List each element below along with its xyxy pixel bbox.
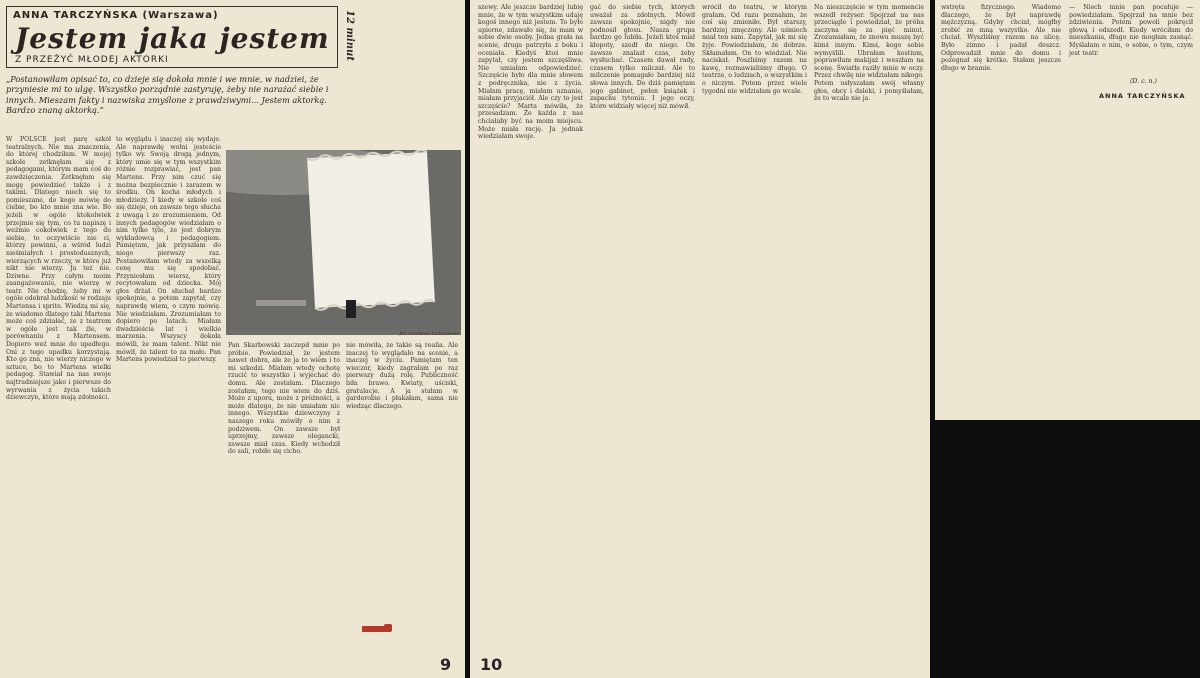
continued-note: (D. c. n.) (1130, 78, 1157, 85)
text-column (116, 136, 221, 666)
article-lead: „Postanowiłam opisać to, co dzieje się dokoła mnie i we mnie, w nadziei, że przyniesie mi to ulgę. Wszystko porządnie zastyruję, żeby nie narażać siebie i innych. Mieszam fakty i nazwiska zmyślone z prawdziwymi... Jestem aktorką. Bardzo znaną aktorką.” (6, 74, 329, 116)
photo (226, 150, 461, 335)
column-text: wstręta fizycznego. Wiadomo dlaczego, że był naprawdę mężczyzną. Gdyby chciał, mógłby zrobić ze mną wszystko. Ale nie chciał. Wyszliśmy razem na ulicę. Było zimno i padał deszcz. Odprowadził mnie do domu i pożegnał się krótko. Stałam jeszcze długo w bramie. (941, 4, 1061, 72)
text-column (590, 4, 695, 664)
pointing-hand-icon (360, 620, 396, 634)
article-header (6, 6, 338, 68)
napkin-photo-svg (226, 150, 461, 330)
column-text: Pan Skarbowski zaczepił mnie po próbie. Powiedział, że jestem nawet dobra, ale że ja to wiem i to mi szkodzi. Miałam wtedy ochotę rzucić to wszystko i wyjechać do domu. Ale zostałam. Dlaczego zostałam, tego nie wiem do dziś. Może z uporu, może z próżności, a może dlatego, że nie umiałam nic innego. Wszystkie dziewczyny z naszego roku mówiły o nim z podziwem. On zawsze był uprzejmy, zawsze elegancki, zawsze miał czas. Kiedy wchodził do sali, robiło się cicho. (228, 342, 340, 456)
column-text: gać do siebie tych, których uważał za zdolnych. Mówił zawsze spokojnie, nigdy nie podnosił głosu. Nasza grupa bardzo go lubiła. Jeżeli ktoś miał kłopoty, szedł do niego. On zawsze znalazł czas, żeby wysłuchać. Czasem dawał rady, czasem tylko milczał. Ale to milczenie pomagało bardziej niż słowa innych. Do dziś pamiętam jego gabinet, pełen książek i zapachu tytoniu. I jego oczy, które widziały więcej niż mówił. (590, 4, 695, 110)
article-title: Jestem jaka jestem (15, 22, 330, 55)
photo-credit: fot. czerwone Lobanowski (399, 332, 459, 337)
text-column (814, 4, 924, 664)
article-subtitle: Z PRZEŻYĆ MŁODEJ AKTORKI (15, 55, 169, 65)
author-signoff: ANNA TARCZYŃSKA (1099, 92, 1186, 100)
page-number-middle: 10 (480, 655, 503, 674)
column-text: Na nieszczęście w tym momencie wszedł reżyser. Spojrzał na nas przeciągle i powiedział, że próba zaczyna się za pięć minut. Zrozumiałam, że znowu muszę być kimś innym. Kimś, kogo sobie wymyślili. Ubrałam kostium, poprawiłam makijaż i weszłam na scenę. Światła raziły mnie w oczy. Przez chwilę nie widziałam nikogo. Potem usłyszałam swój własny głos, obcy i daleki, i pomyślałam, że to wcale nie ja. (814, 4, 924, 103)
author-byline: ANNA TARCZYŃSKA (Warszawa) (13, 10, 219, 21)
column-text: — Niech mnie pan pocałuje — powiedziałam. Spojrzał na mnie bez zdziwienia. Potem powoli pokręcił głową i odszedł. Kiedy wróciłam do mieszkania, długo nie mogłam zasnąć. Myślałam o nim, o sobie, o tym, czym jest teatr. (1069, 4, 1193, 57)
text-column (346, 342, 458, 612)
column-text: nie mówiła, że takie są realia. Ale inaczej to wyglądało na scenie, a inaczej w życiu. Pamiętam ten wieczór, kiedy zagrałam po raz pierwszy dużą rolę. Publiczność biła brawo. Kwiaty, uściski, gratulacje. A ja stałam w garderobie i płakałam, sama nie wiedząc dlaczego. (346, 342, 458, 410)
column-text: wrócił do teatru, w którym grałam. Od razu poznałam, że coś się zmieniło. Był starszy, bardziej zmęczony. Ale uśmiech miał ten sam. Zapytał, jak mi się żyje. Powiedziałam, że dobrze. Skłamałam. On to wiedział. Nie naciskał. Poszliśmy razem na kawę, rozmawialiśmy długo. O teatrze, o ludziach, o wszystkim i o niczym. Potem przez wiele tygodni nie widziałam go wcale. (702, 4, 807, 95)
text-column (941, 4, 1061, 104)
text-column (6, 136, 111, 666)
column-text: szewy. Ale jeszcze bardziej lubię mnie, że w tym wszystkim udaję kogoś innego niż jestem. To było upiorne, zdawało się, że mam w sobie dwie osoby. Jedna grała na scenie, druga patrzyła z boku i oceniała. Kiedyś ktoś mnie zapytał, czy jestem szczęśliwa. Nie umiałam odpowiedzieć. Szczęście było dla mnie słowem z podręcznika, nie z życia. Miałam pracę, miałam uznanie, miałam przyjaciół. Ale czy to jest szczęście? Marta mówiła, że przesadzam. Że każda z nas chciałaby być na moim miejscu. Może miała rację. Ja jednak wiedziałam swoje. (478, 4, 583, 141)
text-column (228, 342, 340, 667)
text-column (702, 4, 807, 664)
side-tag-text: 12 minut (344, 10, 355, 61)
column-text: W POLSCE jest parę szkół teatralnych. Nie ma znaczenia, do której chodziłam. W mojej szkole zetknęłam się z pedagogami, którym mam coś do zawdzięczenia. Zetknęłam się mogę powiedzieć także i z takimi. Dlatego niech się to pomieszane, do kogo mówię do ciebie, bo kto mnie zna wie. Bo jeżeli w ogóle ktokolwiek przejmie się tym, co tu napiszę i weźmie cokolwiek z tego do siebie, to oczywiście nie ci, którzy powinni, a wśród ludzi nieśmiałych i prostodusznych, wierzących w rzeczy, w które już nikt nie wierzy. Ja też nie. Dziwne. Przy całym moim zaangażowaniu, nie wierzę w teatr. Nie chodzę, żeby mi w ogóle odebrał ludzkość w rodzaju Martensa i sprite. Wiedzą mi się, że wiadomo dlatego taki Martens może coś zdziałać, ze z teatrem w ogóle jest tak źle, w porównaniu z Martensem. Dopiero weź mnie do upadłego. Oni z tego upadku korzystają. Kto go zna, nie wierzy niczego w sztuce, bo to Martens wielki pedagog. Stawiał na nas swoje najtrudniejsze jako i pierwsze do wyrwania z życia takich dziewczyn, które mają zdolności. (6, 136, 111, 402)
text-column (1069, 4, 1193, 84)
side-tag (338, 6, 358, 66)
page-middle (470, 0, 930, 678)
page-left (0, 0, 465, 678)
text-column (478, 4, 583, 649)
page-number-left: 9 (440, 655, 452, 674)
column-text: to wyglądu i inaczej się wydaje. Ale naprawdę wolni jesteście tylko wy. Swoją drogą jednym, który umie się w tym wszystkim różnie rozprawiać, jest pan Martens. Przy nim czuć się można bezpiecznie i zarazem w środku. On kocha młodych i młodzieży. I kiedy w szkole coś się dzieje, on zawsze tego słucha z uwagą i ze zrozumieniem. Od innych pedagogów wiedziałam o nim tylko tyle, że jest dobrym wykładowcą i pedagogiem. Pamiętam, jak przyszłam do niego pierwszy raz. Postanowiłam wtedy za wszelką cenę mu się spodobać. Przyniosłam wiersz, który recytowałam od dziecka. Mój głos drżał. On słuchał bardzo spokojnie, a potem zapytał, czy naprawdę wiem, o czym mówię. Nie wiedziałam. Zrozumiałam to dopiero po latach. Miałam dwadzieścia lat i wielkie marzenia. Wszyscy dokoła mówili, że mam talent. Nikt nie mówił, że talent to za mało. Pan Martens powiedział to pierwszy. (116, 136, 221, 364)
page-right (935, 0, 1200, 420)
